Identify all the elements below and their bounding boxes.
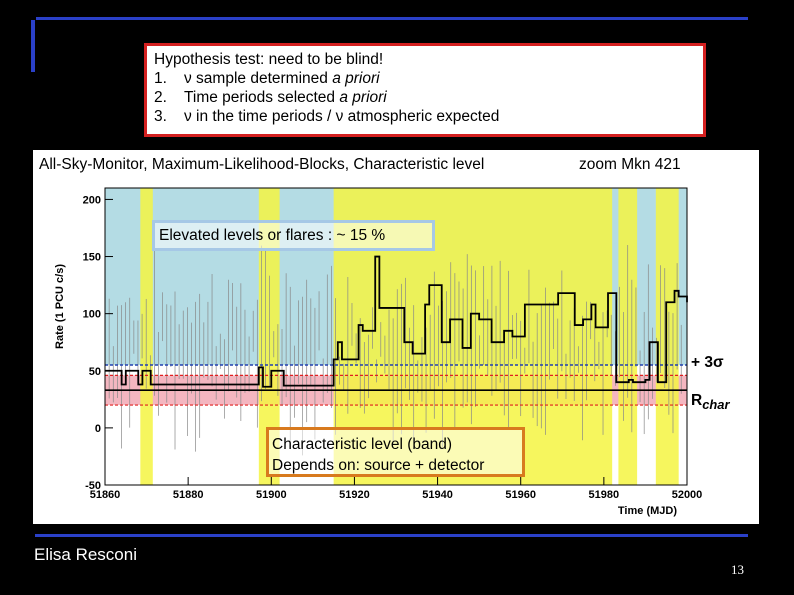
characteristic-callout-line-2: Depends on: source + detector — [272, 457, 485, 474]
plot-panel — [33, 150, 759, 524]
x-tick-label: 51880 — [172, 489, 204, 501]
x-tick-label: 51960 — [505, 489, 537, 501]
y-tick-label: 200 — [82, 194, 101, 207]
y-tick-label: 100 — [82, 308, 101, 321]
page-number: 13 — [731, 562, 744, 577]
title-rule-left — [31, 20, 35, 72]
hypothesis-item-1: 1. ν sample determined a priori — [154, 70, 380, 87]
hypothesis-box — [144, 43, 706, 137]
zoom-label: zoom Mkn 421 — [579, 156, 681, 173]
y-tick-label: -50 — [85, 480, 101, 492]
x-tick-label: 51920 — [339, 489, 370, 501]
hypothesis-item-1-emph: a priori — [332, 70, 380, 87]
hypothesis-item-3: 3. ν in the time periods / ν atmospheric expected — [154, 108, 500, 125]
x-tick-label: 51980 — [588, 489, 620, 501]
x-tick-label: 51940 — [422, 489, 453, 501]
characteristic-callout — [266, 427, 525, 477]
rchar-label: $R_{char}$ — [691, 392, 730, 413]
x-tick-label: 52000 — [671, 489, 703, 501]
sigma-label: + 3σ — [691, 354, 724, 371]
rchar-subscript: char — [702, 397, 730, 413]
flare-period-5 — [656, 188, 679, 485]
hypothesis-item-2-text: Time periods selected — [184, 89, 340, 106]
y-tick-label: 50 — [88, 365, 101, 378]
hypothesis-item-2-emph: a priori — [339, 89, 387, 106]
x-tick-label: 51900 — [255, 489, 287, 501]
title-rule-top — [36, 17, 748, 20]
elevated-callout: Elevated levels or flares : ~ 15 % — [152, 220, 435, 251]
characteristic-callout-line-1: Characteristic level (band) — [272, 436, 453, 453]
hypothesis-item-3-text: ν in the time periods / ν atmospheric expected — [184, 108, 500, 125]
hypothesis-item-1-text: ν sample determined — [184, 70, 333, 87]
y-tick-label: 0 — [94, 422, 101, 435]
hypothesis-title: Hypothesis test: need to be blind! — [154, 51, 384, 68]
author-name: Elisa Resconi — [34, 545, 137, 564]
hypothesis-item-2: 2. Time periods selected a priori — [154, 89, 387, 106]
x-tick-label: 51860 — [89, 489, 121, 501]
plot-title: All-Sky-Monitor, Maximum-Likelihood-Blocks, Characteristic level — [39, 156, 485, 173]
y-tick-label: 150 — [82, 251, 101, 264]
x-axis-label: Time (MJD) — [617, 505, 677, 517]
sigma-symbol: σ — [712, 354, 724, 371]
y-axis-label: Rate (1 PCU c/s) — [54, 264, 66, 349]
footer-rule — [35, 534, 748, 537]
